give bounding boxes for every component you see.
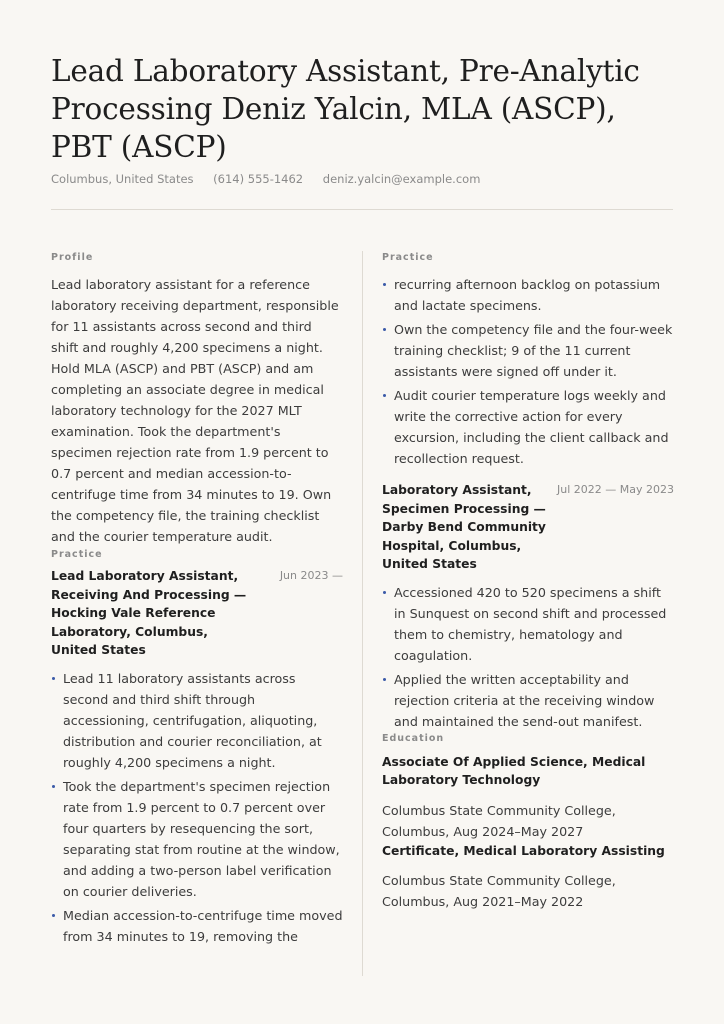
list-item: Own the competency file and the four-week training checklist; 9 of the 11 current assistants were signed off under it.: [382, 319, 674, 382]
job-header: [382, 481, 674, 574]
left-column: [51, 252, 343, 950]
education-item: [382, 842, 674, 913]
column-divider: [362, 251, 363, 976]
page-title: Lead Laboratory Assistant, Pre-Analytic Processing Deniz Yalcin, MLA (ASCP), PBT (ASCP): [51, 54, 640, 164]
section-label-education: Education: [382, 732, 445, 744]
phone-text: (614) 555-1462: [213, 172, 304, 186]
list-item: Accessioned 420 to 520 specimens a shift in Sunquest on second shift and processed them to chemistry, hematology and coagulation.: [382, 582, 674, 666]
education-item: [382, 753, 674, 842]
profile-text: Lead laboratory assistant for a reference laboratory receiving department, responsible for 11 assistants across second and third shift and roughly 4,200 specimens a night. Hold MLA (ASCP) and PBT (ASCP) and am completing an associate degree in medical laboratory technology for the 2027 MLT examination. Took the department's specimen rejection rate from 1.9 percent to 0.7 percent and median accession-to-centrifuge time from 34 minutes to 19. Own the competency file, the training checklist and the courier temperature audit.: [51, 277, 339, 544]
job-title: Lead Laboratory Assistant, Receiving And Processing — Hocking Vale Reference Laboratory, Columbus, United States: [51, 569, 247, 657]
job-bullets: [382, 582, 674, 732]
job-title: Laboratory Assistant, Specimen Processing — Darby Bend Community Hospital, Columbus, United States: [382, 483, 546, 571]
list-item: recurring afternoon backlog on potassium and lactate specimens.: [382, 274, 674, 316]
list-item: Took the department's specimen rejection rate from 1.9 percent to 0.7 percent over four quarters by resequencing the sort, separating stat from routine at the window, and adding a two-person label verification on courier deliveries.: [51, 776, 343, 902]
location-text: Columbus, United States: [51, 172, 194, 186]
job-date: Jul 2022 — May 2023: [557, 483, 674, 496]
job-bullets-continued: [382, 274, 674, 469]
degree-title: Certificate, Medical Laboratory Assisting: [382, 843, 665, 858]
list-item: Lead 11 laboratory assistants across second and third shift through accessioning, centrifugation, aliquoting, distribution and courier reconciliation, at roughly 4,200 specimens a night.: [51, 668, 343, 773]
list-item: Audit courier temperature logs weekly and write the corrective action for every excursion, including the client callback and recollection request.: [382, 385, 674, 469]
list-item: Applied the written acceptability and rejection criteria at the receiving window and maintained the send-out manifest.: [382, 669, 674, 732]
degree-title: Associate Of Applied Science, Medical Laboratory Technology: [382, 754, 646, 787]
section-label-profile: Profile: [51, 252, 94, 263]
email-text: deniz.yalcin@example.com: [322, 172, 481, 186]
job-date: Jun 2023 —: [279, 569, 343, 582]
degree-meta: Columbus State Community College, Columbus, Aug 2024–May 2027: [382, 802, 616, 839]
list-item: Median accession-to-centrifuge time moved from 34 minutes to 19, removing the: [51, 905, 343, 947]
section-label-practice: Practice: [382, 252, 434, 263]
right-column: [382, 252, 674, 912]
job-header: [51, 567, 343, 660]
contact-line: [51, 172, 496, 186]
section-label-practice: Practice: [51, 549, 103, 560]
degree-meta: Columbus State Community College, Columbus, Aug 2021–May 2022: [382, 873, 616, 909]
header-divider: [51, 209, 673, 210]
job-bullets: [51, 668, 343, 947]
